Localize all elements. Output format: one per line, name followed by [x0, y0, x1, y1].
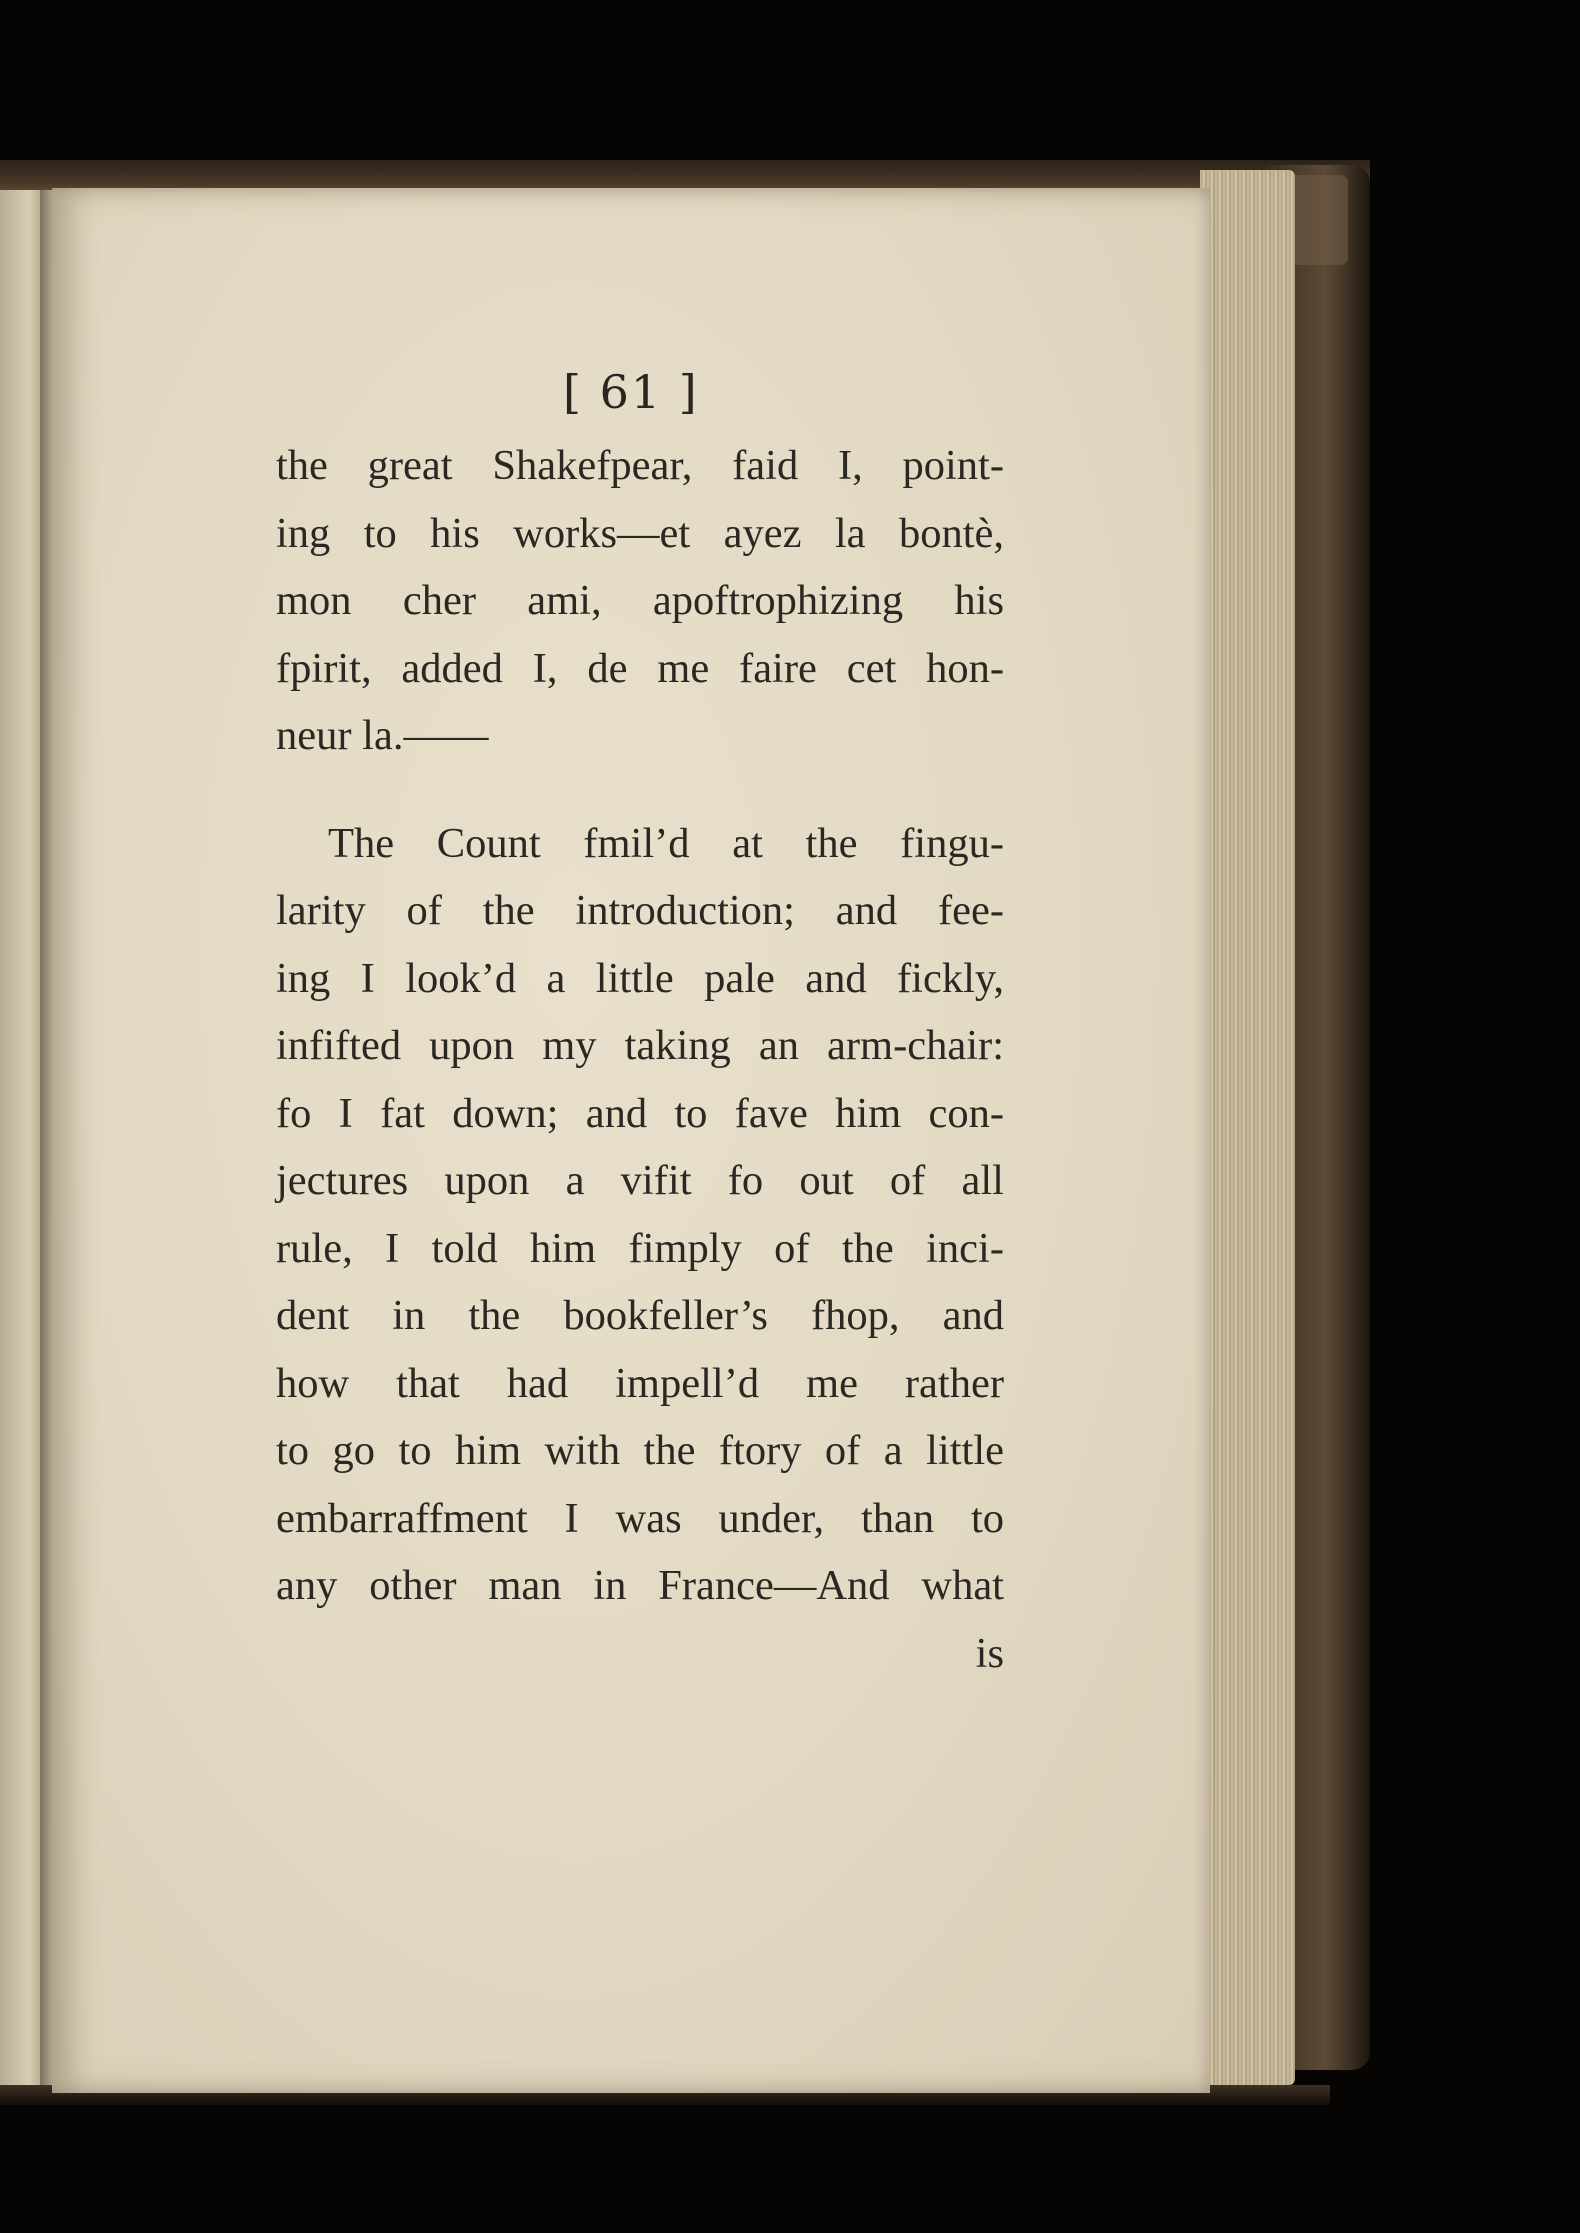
text-line: ing to his works—et ayez la bontè, — [276, 509, 1004, 557]
text-line: larity of the introduction; and fee- — [276, 887, 1004, 934]
text-line: embarraffment I was under, than to — [276, 1494, 1004, 1542]
text-line: mon cher ami, apoftrophizing his — [276, 577, 1004, 624]
text-line: how that had impell’d me rather — [276, 1359, 1004, 1407]
text-line: to go to him with the ftory of a little — [276, 1427, 1004, 1474]
paragraph-gap — [276, 770, 1004, 810]
text-line: dent in the bookfeller’s fhop, and — [276, 1292, 1004, 1339]
text-line: ing I look’d a little pale and fickly, — [276, 954, 1004, 1002]
text-line: the great Shakefpear, faid I, point- — [276, 442, 1004, 489]
text-line: rule, I told him fimply of the inci- — [276, 1224, 1004, 1272]
text-line: infifted upon my taking an arm-chair: — [276, 1022, 1004, 1069]
page-block-edges — [1200, 170, 1295, 2085]
text-line: fo I fat down; and to fave him con- — [276, 1089, 1004, 1137]
text-line: neur la.—— — [276, 712, 489, 759]
text-line: The Count fmil’d at the fingu- — [328, 819, 1004, 867]
text-line: jectures upon a vifit fo out of all — [276, 1157, 1004, 1204]
page-number: [ 61 ] — [563, 365, 699, 419]
page-text — [276, 432, 1004, 1687]
catchword: is — [975, 1629, 1004, 1677]
text-line: fpirit, added I, de me faire cet hon- — [276, 644, 1004, 692]
text-line: any other man in France—And what — [276, 1562, 1004, 1609]
